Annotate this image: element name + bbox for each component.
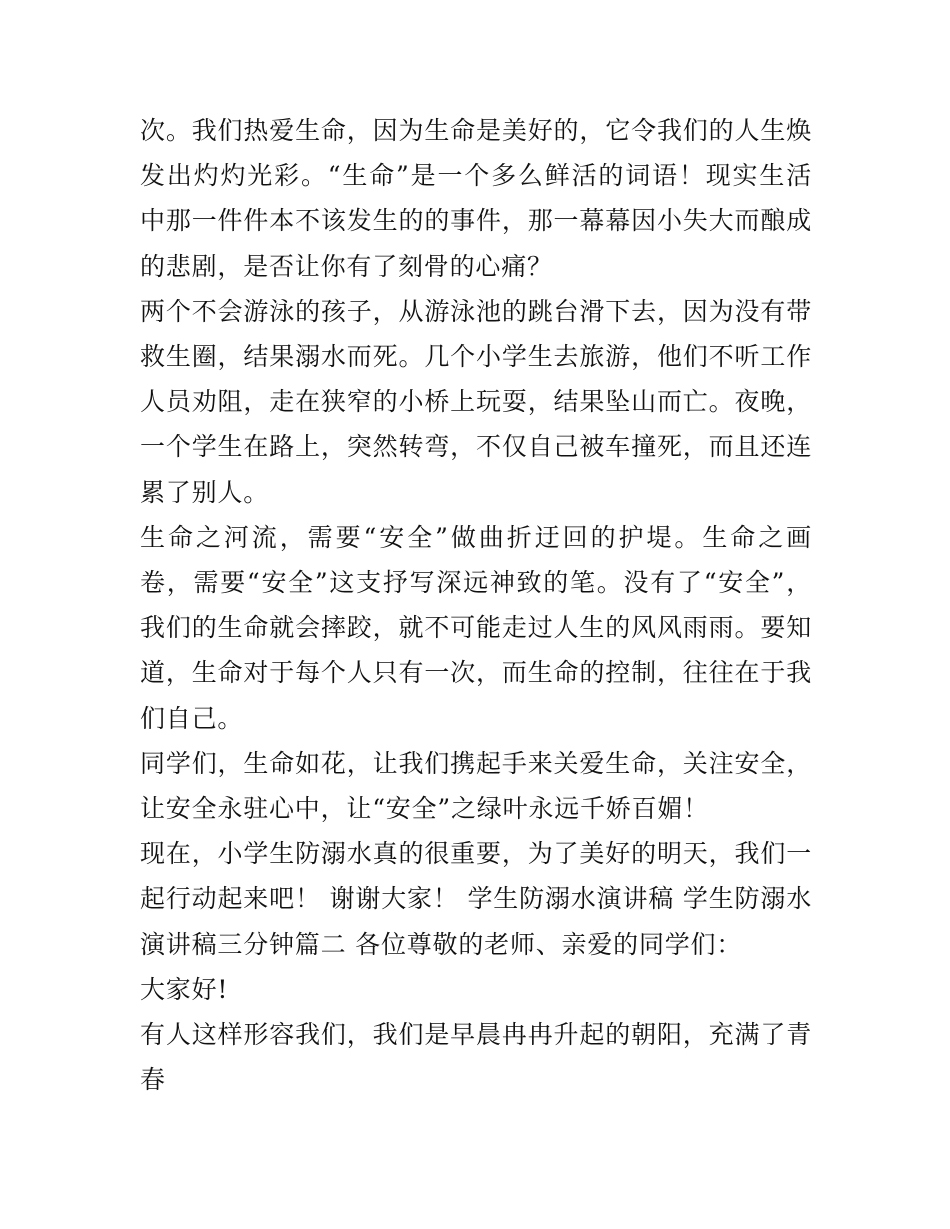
document-body bbox=[140, 108, 812, 1102]
paragraph-1: 次。我们热爱生命，因为生命是美好的，它令我们的人生焕发出灼灼光彩。“生命”是一个多么鲜活的词语！现实生活中那一件件本不该发生的的事件，那一幕幕因小失大而酿成的悲剧，是否让你有了刻骨的心痛？ bbox=[140, 116, 812, 281]
paragraph-7: 有人这样形容我们，我们是早晨冉冉升起的朝阳，充满了青春 bbox=[140, 1020, 812, 1095]
paragraph-5: 现在，小学生防溺水真的很重要，为了美好的明天，我们一起行动起来吧！ 谢谢大家！ 学生防溺水演讲稿 学生防溺水演讲稿三分钟篇二 各位尊敬的老师、亲爱的同学们： bbox=[140, 839, 812, 959]
paragraph-3: 生命之河流，需要“安全”做曲折迂回的护堤。生命之画卷，需要“安全”这支抒写深远神致的笔。没有了“安全”，我们的生命就会摔跤，就不可能走过人生的风风雨雨。要知道，生命对于每个人只有一次，而生命的控制，往往在于我们自己。 bbox=[140, 522, 812, 733]
paragraph-4: 同学们，生命如花，让我们携起手来关爱生命，关注安全，让安全永驻心中，让“安全”之绿叶永远千娇百媚！ bbox=[140, 748, 812, 824]
paragraph-2: 两个不会游泳的孩子，从游泳池的跳台滑下去，因为没有带救生圈，结果溺水而死。几个小学生去旅游，他们不听工作人员劝阻，走在狭窄的小桥上玩耍，结果坠山而亡。夜晚，一个学生在路上，突然转弯，不仅自己被车撞死，而且还连累了别人。 bbox=[140, 296, 812, 507]
paragraph-6: 大家好! bbox=[140, 974, 229, 1004]
